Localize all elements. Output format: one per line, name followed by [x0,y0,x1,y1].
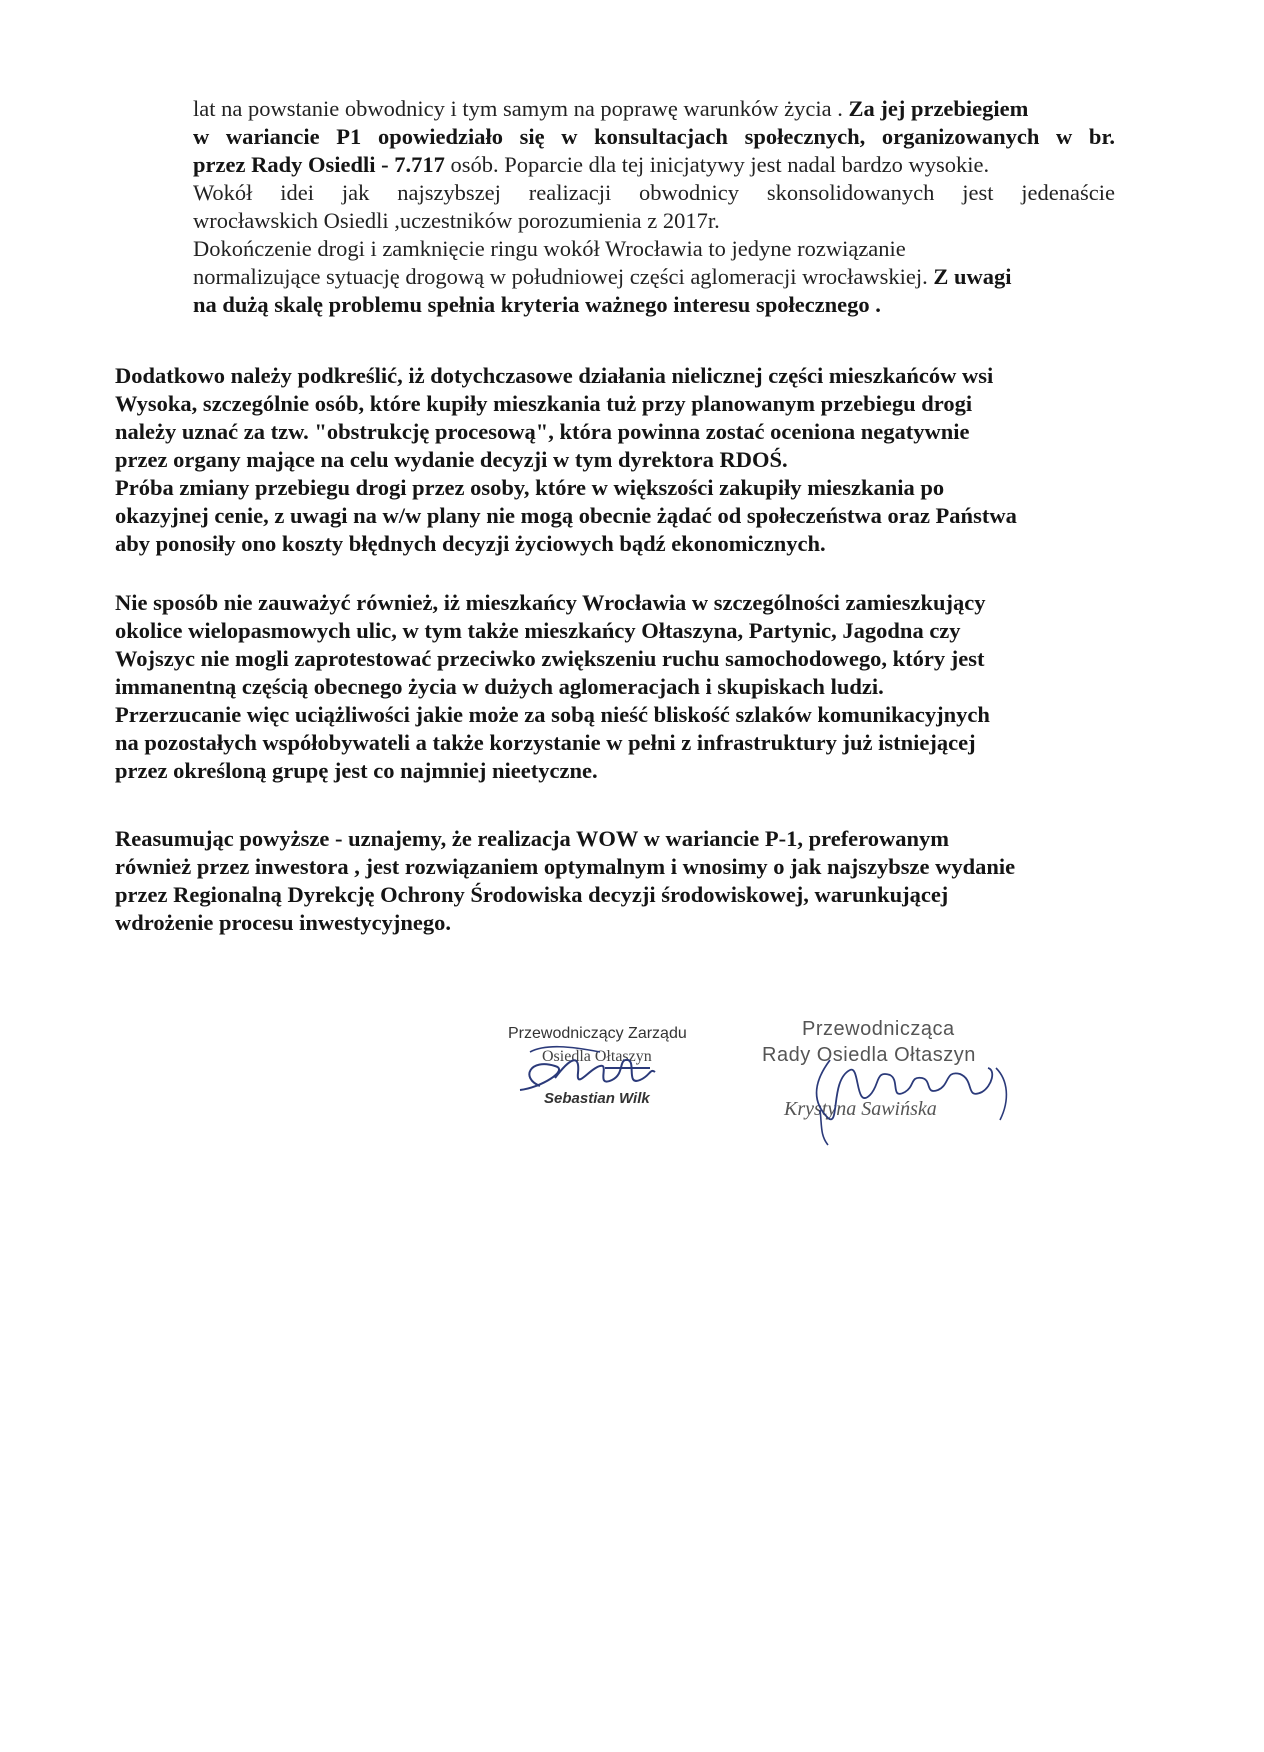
p2-line-3: należy uznać za tzw. "obstrukcję procesową", która powinna zostać oceniona negatywnie [115,419,970,444]
p4-line-4: wdrożenie procesu inwestycyjnego. [115,910,452,935]
sig-left-org: Osiedla Ołtaszyn [542,1048,652,1065]
p2-line-6: okazyjnej cenie, z uwagi na w/w plany nie mogą obecnie żądać od społeczeństwa oraz Państwa [115,503,1017,528]
p3-line-5: Przerzucanie więc uciążliwości jakie może za sobą nieść bliskość szlaków komunikacyjnych [115,702,990,727]
p4-line-1: Reasumując powyższe - uznajemy, że realizacja WOW w wariancie P-1, preferowanym [115,826,950,851]
p1-line-4: Wokół idei jak najszybszej realizacji obwodnicy skonsolidowanych jest jedenaście [193,180,1115,205]
p1-line-7: normalizujące sytuację drogową w południowej części aglomeracji wrocławskiej. Z uwagi [193,264,1012,289]
p3-line-7: przez określoną grupę jest co najmniej nieetyczne. [115,758,598,783]
sig-left-name: Sebastian Wilk [544,1090,650,1107]
p3-line-1: Nie sposób nie zauważyć również, iż mieszkańcy Wrocławia w szczególności zamieszkujący [115,590,986,615]
p2-line-1: Dodatkowo należy podkreślić, iż dotychczasowe działania nielicznej części mieszkańców wsi [115,363,994,388]
p3-line-6: na pozostałych współobywateli a także korzystanie w pełni z infrastruktury już istniejącej [115,730,976,755]
signature-block-left [500,1020,740,1140]
p1-line-6: Dokończenie drogi i zamknięcie ringu wokół Wrocławia to jedyne rozwiązanie [193,236,906,261]
sig-right-org: Rady Osiedla Ołtaszyn [762,1044,976,1066]
p2-line-2: Wysoka, szczególnie osób, które kupiły mieszkania tuż przy planowanym przebiegu drogi [115,391,973,416]
p2-line-7: aby ponosiły ono koszty błędnych decyzji życiowych bądź ekonomicznych. [115,531,826,556]
p4-line-3: przez Regionalną Dyrekcję Ochrony Środowiska decyzji środowiskowej, warunkującej [115,882,949,907]
p1-line-5: wrocławskich Osiedli ,uczestników porozumienia z 2017r. [193,208,720,233]
p1-line-1: lat na powstanie obwodnicy i tym samym na poprawę warunków życia . Za jej przebiegiem [193,96,1029,121]
p1-line-8: na dużą skalę problemu spełnia kryteria ważnego interesu społecznego . [193,292,881,317]
sig-left-title: Przewodniczący Zarządu [508,1025,687,1042]
p1-line-2: w wariancie P1 opowiedziało się w konsultacjach społecznych, organizowanych w br. [193,124,1115,149]
p3-line-2: okolice wielopasmowych ulic, w tym także mieszkańcy Ołtaszyna, Partynic, Jagodna czy [115,618,961,643]
handwritten-signature-left [500,1038,700,1108]
sig-right-name: Krystyna Sawińska [784,1098,937,1120]
p2-line-5: Próba zmiany przebiegu drogi przez osoby, które w większości zakupiły mieszkania po [115,475,945,500]
p4-line-2: również przez inwestora , jest rozwiązaniem optymalnym i wnosimy o jak najszybsze wydanie [115,854,1016,879]
p2-line-4: przez organy mające na celu wydanie decyzji w tym dyrektora RDOŚ. [115,447,788,472]
p3-line-4: immanentną częścią obecnego życia w dużych aglomeracjach i skupiskach ludzi. [115,674,884,699]
signature-block-right [750,1010,1040,1160]
handwritten-signature-right [760,1040,1030,1155]
p1-line-3: przez Rady Osiedli - 7.717 osób. Poparcie dla tej inicjatywy jest nadal bardzo wysokie. [193,152,990,177]
sig-right-title: Przewodnicząca [802,1018,955,1040]
p3-line-3: Wojszyc nie mogli zaprotestować przeciwko zwiększeniu ruchu samochodowego, który jest [115,646,985,671]
